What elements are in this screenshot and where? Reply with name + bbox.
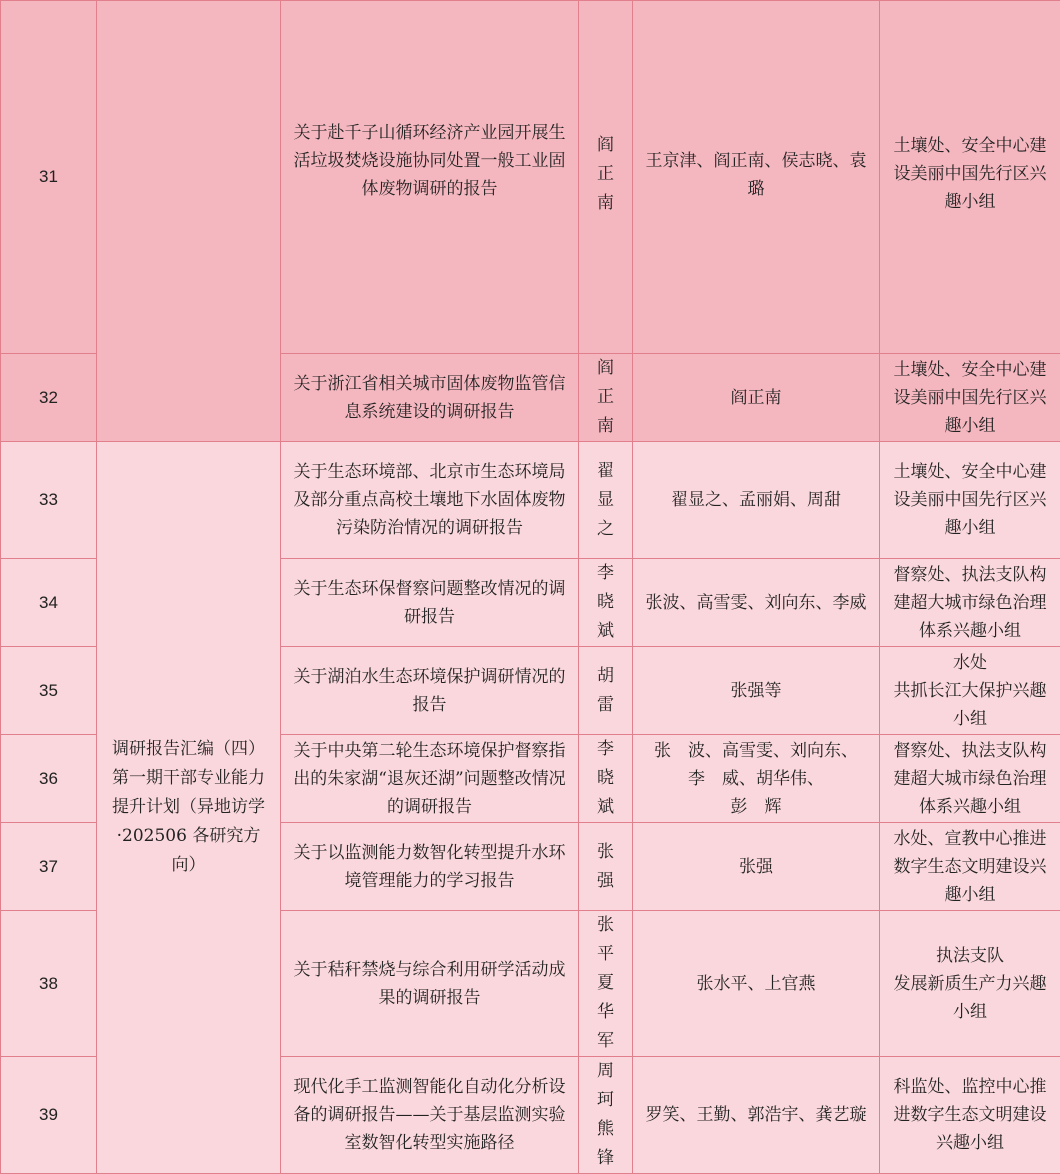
row-number: 34 xyxy=(1,559,97,647)
report-author: 李晓斌 xyxy=(579,735,633,823)
department-line: 执法支队 xyxy=(890,942,1050,970)
report-members xyxy=(633,735,880,823)
report-author: 张强 xyxy=(579,823,633,911)
report-author: 翟显之 xyxy=(579,442,633,559)
report-title: 关于中央第二轮生态环境保护督察指出的朱家湖“退灰还湖”问题整改情况的调研报告 xyxy=(281,735,579,823)
report-members: 张波、高雪雯、刘向东、李威 xyxy=(633,559,880,647)
report-department xyxy=(880,911,1060,1057)
report-title: 关于以监测能力数智化转型提升水环境管理能力的学习报告 xyxy=(281,823,579,911)
report-members: 罗笑、王勤、郭浩宇、龚艺璇 xyxy=(633,1057,880,1174)
report-title: 关于赴千子山循环经济产业园开展生活垃圾焚烧设施协同处置一般工业固体废物调研的报告 xyxy=(281,1,579,354)
report-department: 科监处、监控中心推进数字生态文明建设兴趣小组 xyxy=(880,1057,1060,1174)
members-line: 李 威、胡华伟、 xyxy=(643,765,869,793)
department-line: 水处 xyxy=(890,649,1050,677)
report-members: 张强等 xyxy=(633,647,880,735)
category-label: 调研报告汇编（四）第一期干部专业能力提升计划（异地访学·202506 各研究方向） xyxy=(97,442,281,1174)
report-members: 阎正南 xyxy=(633,354,880,442)
row-number: 39 xyxy=(1,1057,97,1174)
report-title: 关于秸秆禁烧与综合利用研学活动成果的调研报告 xyxy=(281,911,579,1057)
report-author: 张平夏华军 xyxy=(579,911,633,1057)
department-line: 发展新质生产力兴趣小组 xyxy=(890,970,1050,1026)
category-cell-empty xyxy=(97,1,281,442)
report-author: 胡雷 xyxy=(579,647,633,735)
members-line: 彭 辉 xyxy=(643,793,869,821)
row-number: 32 xyxy=(1,354,97,442)
report-members: 翟显之、孟丽娟、周甜 xyxy=(633,442,880,559)
report-author: 阎正南 xyxy=(579,354,633,442)
report-members: 张强 xyxy=(633,823,880,911)
report-author: 李晓斌 xyxy=(579,559,633,647)
report-title: 关于浙江省相关城市固体废物监管信息系统建设的调研报告 xyxy=(281,354,579,442)
report-title: 关于生态环境部、北京市生态环境局及部分重点高校土壤地下水固体废物污染防治情况的调研报告 xyxy=(281,442,579,559)
report-members: 王京津、阎正南、侯志晓、袁璐 xyxy=(633,1,880,354)
report-title: 现代化手工监测智能化自动化分析设备的调研报告——关于基层监测实验室数智化转型实施路径 xyxy=(281,1057,579,1174)
row-number: 38 xyxy=(1,911,97,1057)
report-department: 督察处、执法支队构建超大城市绿色治理体系兴趣小组 xyxy=(880,735,1060,823)
members-line: 张 波、高雪雯、刘向东、 xyxy=(643,737,869,765)
report-department: 督察处、执法支队构建超大城市绿色治理体系兴趣小组 xyxy=(880,559,1060,647)
report-department: 土壤处、安全中心建设美丽中国先行区兴趣小组 xyxy=(880,354,1060,442)
row-number: 31 xyxy=(1,1,97,354)
report-department: 土壤处、安全中心建设美丽中国先行区兴趣小组 xyxy=(880,442,1060,559)
row-number: 36 xyxy=(1,735,97,823)
row-number: 35 xyxy=(1,647,97,735)
report-members: 张水平、上官燕 xyxy=(633,911,880,1057)
row-number: 37 xyxy=(1,823,97,911)
report-title: 关于生态环保督察问题整改情况的调研报告 xyxy=(281,559,579,647)
report-title: 关于湖泊水生态环境保护调研情况的报告 xyxy=(281,647,579,735)
table-row xyxy=(1,442,1060,559)
department-line: 共抓长江大保护兴趣小组 xyxy=(890,677,1050,733)
table-row xyxy=(1,1,1060,354)
report-author: 阎正南 xyxy=(579,1,633,354)
report-department xyxy=(880,647,1060,735)
report-department: 水处、宣教中心推进数字生态文明建设兴趣小组 xyxy=(880,823,1060,911)
report-author: 周珂熊锋 xyxy=(579,1057,633,1174)
report-department: 土壤处、安全中心建设美丽中国先行区兴趣小组 xyxy=(880,1,1060,354)
row-number: 33 xyxy=(1,442,97,559)
